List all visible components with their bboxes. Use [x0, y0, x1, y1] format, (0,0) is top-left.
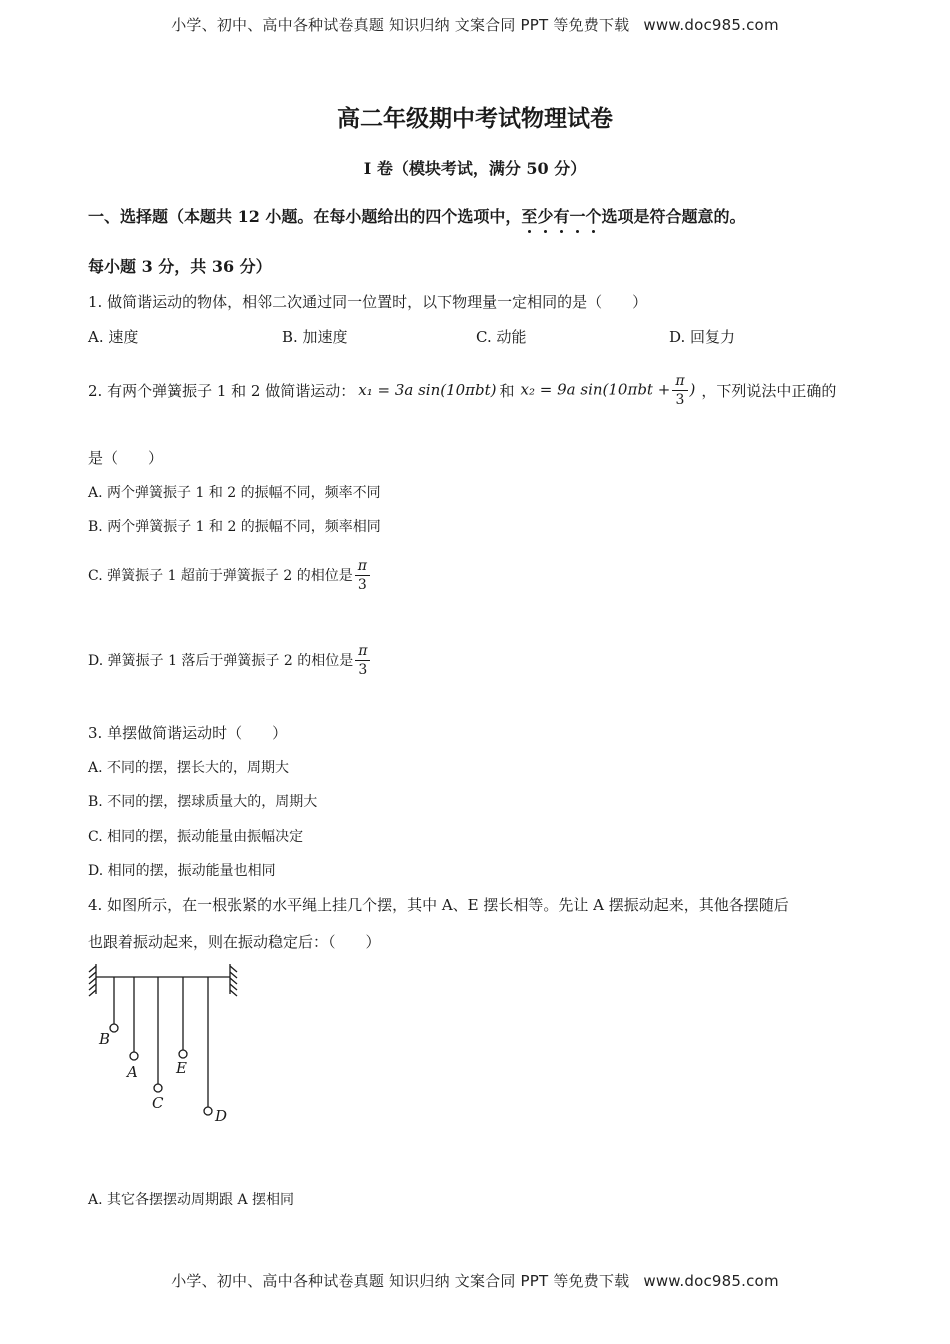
hatch — [230, 966, 237, 972]
q2-option-d[interactable] — [88, 638, 372, 682]
pendulum-c-bob — [154, 1084, 162, 1092]
q4-stem-line2: 也跟着振动起来，则在振动稳定后：（ ） — [88, 933, 381, 951]
q2-option-c-text: C. 弹簧振子 1 超前于弹簧振子 2 的相位是 — [88, 568, 353, 584]
q3-stem: 3. 单摆做简谐运动时（ ） — [88, 724, 288, 742]
hatch — [230, 972, 237, 978]
q4-stem-line1: 4. 如图所示，在一根张紧的水平绳上挂几个摆，其中 A、E 摆长相等。先让 A 摆振动起来，其他各摆随后 — [88, 896, 789, 914]
q2-formula-2 — [521, 373, 696, 408]
q2-option-d-text: D. 弹簧振子 1 落后于弹簧振子 2 的相位是 — [88, 653, 354, 669]
q2-option-d-fraction — [355, 643, 370, 678]
q2-stem-c: 是（ ） — [88, 449, 164, 467]
emphasis-char: 个 — [585, 207, 602, 226]
hatch — [230, 990, 237, 996]
q1-option-c[interactable]: C. 动能 — [476, 328, 527, 346]
fraction-numerator: π — [355, 558, 370, 576]
emphasis-char: 一 — [569, 207, 586, 226]
q3-option-c[interactable]: C. 相同的摆，振动能量由振幅决定 — [88, 829, 304, 845]
fraction-denominator: 3 — [358, 661, 368, 678]
q2-stem-b: ，下列说法中正确的 — [701, 381, 837, 400]
q2-formula-2-b: ) — [689, 380, 696, 398]
hatch — [230, 978, 237, 984]
header-banner — [0, 14, 950, 35]
page-title: 高二年级期中考试物理试卷 — [337, 105, 613, 132]
pendulum-figure — [86, 958, 246, 1130]
q2-option-c-fraction — [355, 558, 370, 593]
fraction-numerator: π — [672, 373, 687, 391]
q2-option-a[interactable]: A. 两个弹簧振子 1 和 2 的振幅不同，频率不同 — [88, 485, 381, 501]
section-text-b: 选项是符合题意的。 — [601, 207, 746, 226]
hatch — [89, 978, 96, 984]
label-a: A — [127, 1063, 138, 1081]
header-banner-url[interactable]: www.doc985.com — [643, 16, 779, 34]
hatch — [89, 984, 96, 990]
pendulum-d-bob — [204, 1107, 212, 1115]
q3-option-b[interactable]: B. 不同的摆，摆球质量大的，周期大 — [88, 794, 318, 810]
pendulum-b-bob — [110, 1024, 118, 1032]
q1-option-b[interactable]: B. 加速度 — [282, 328, 348, 346]
header-banner-text: 小学、初中、高中各种试卷真题 知识归纳 文案合同 PPT 等免费下载 — [171, 16, 630, 34]
emphasis-char: 至 — [521, 207, 538, 226]
hatch — [89, 966, 96, 972]
footer-banner-text: 小学、初中、高中各种试卷真题 知识归纳 文案合同 PPT 等免费下载 — [171, 1272, 630, 1290]
label-b: B — [99, 1030, 111, 1048]
label-d: D — [215, 1107, 228, 1125]
emphasis-char: 有 — [553, 207, 570, 226]
section-text-a: 一、选择题（本题共 12 小题。在每小题给出的四个选项中， — [88, 207, 522, 226]
q2-connector: 和 — [499, 381, 515, 400]
q2-option-c[interactable] — [88, 553, 372, 597]
q1-option-a[interactable]: A. 速度 — [88, 328, 139, 346]
pendulum-e-bob — [179, 1050, 187, 1058]
section-header-line1 — [88, 204, 746, 227]
fraction-denominator: 3 — [675, 391, 685, 408]
q2-formula-2-fraction — [672, 373, 687, 408]
q2-stem — [88, 368, 836, 412]
page-subtitle: I 卷（模块考试，满分 50 分） — [363, 159, 587, 178]
q2-stem-a: 2. 有两个弹簧振子 1 和 2 做简谐运动： — [88, 381, 356, 400]
q1-option-d[interactable]: D. 回复力 — [669, 328, 736, 346]
q2-formula-2-a: x₂ = 9a sin(10πbt + — [520, 380, 671, 398]
section-header-line2: 每小题 3 分，共 36 分） — [88, 257, 272, 276]
q2-option-b[interactable]: B. 两个弹簧振子 1 和 2 的振幅不同，频率相同 — [88, 519, 381, 535]
q3-option-d[interactable]: D. 相同的摆，振动能量也相同 — [88, 863, 276, 879]
hatch — [89, 990, 96, 996]
fraction-denominator: 3 — [357, 576, 367, 593]
q1-stem: 1. 做简谐运动的物体，相邻二次通过同一位置时，以下物理量一定相同的是（ ） — [88, 293, 648, 311]
emphasis-char: 少 — [537, 207, 554, 226]
q2-formula-1: x₁ = 3a sin(10πbt) — [358, 381, 497, 399]
label-e: E — [176, 1059, 187, 1077]
pendulum-a-bob — [130, 1052, 138, 1060]
hatch — [230, 984, 237, 990]
fraction-numerator: π — [355, 643, 370, 661]
label-c: C — [152, 1094, 164, 1112]
q3-option-a[interactable]: A. 不同的摆，摆长大的，周期大 — [88, 760, 290, 776]
hatch — [89, 972, 96, 978]
footer-banner-url[interactable]: www.doc985.com — [643, 1272, 779, 1290]
footer-banner — [0, 1270, 950, 1291]
q4-option-a[interactable]: A. 其它各摆摆动周期跟 A 摆相同 — [88, 1192, 295, 1208]
